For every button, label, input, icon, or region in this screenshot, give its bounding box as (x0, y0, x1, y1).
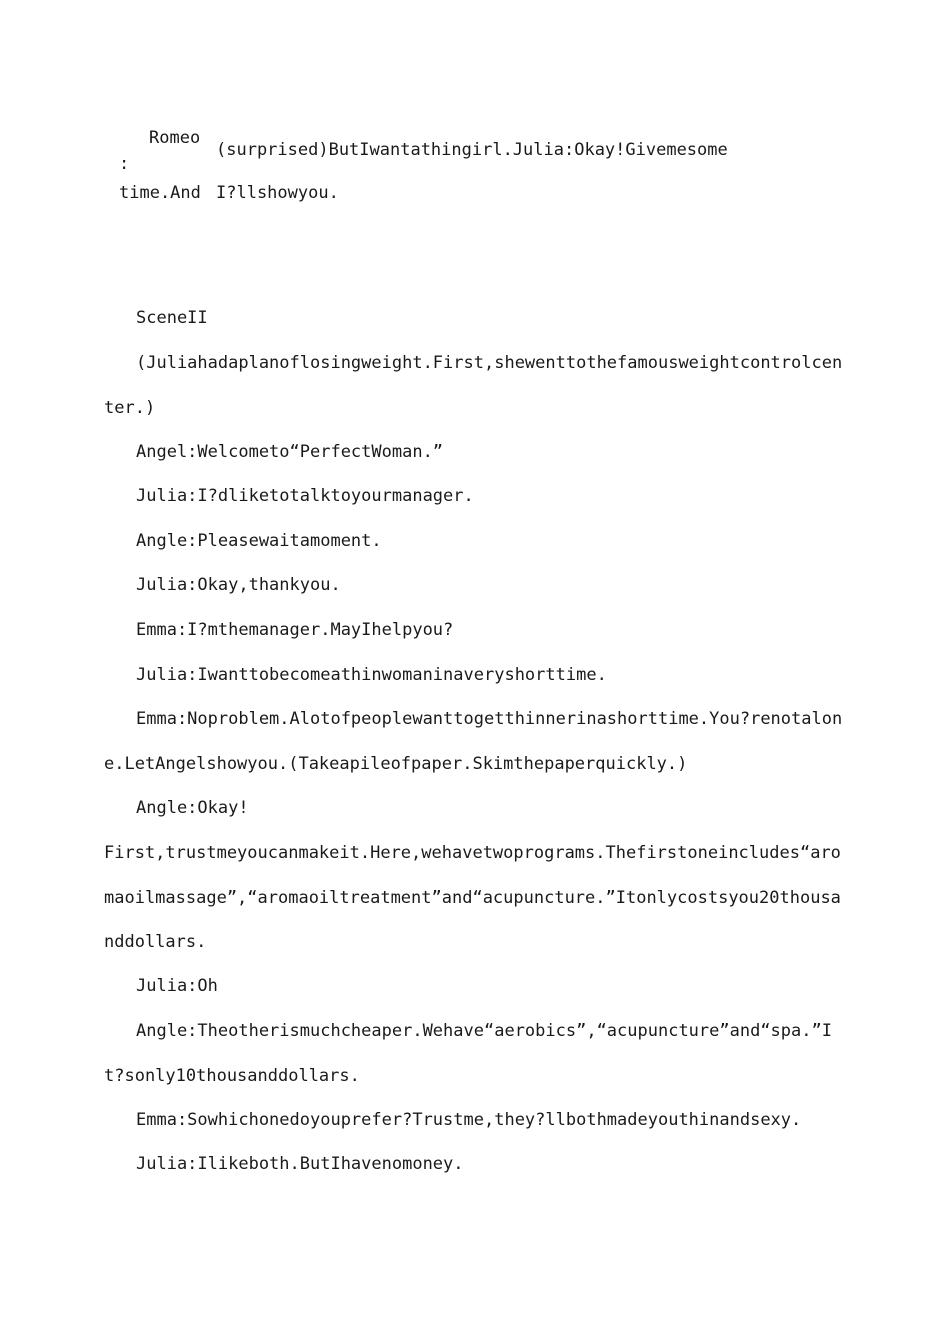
scene-heading: SceneII (136, 308, 208, 328)
dialogue-line: Julia:Okay,thankyou. (136, 575, 341, 595)
dialogue-line: Angle:Pleasewaitamoment. (136, 531, 382, 551)
dialogue-line-continuation: time.And (119, 183, 201, 203)
dialogue-line: Julia:I?dliketotalktoyourmanager. (136, 486, 474, 506)
dialogue-line: Julia:Iwanttobecomeathinwomaninaveryshorttime. (136, 665, 607, 685)
dialogue-line: Angle:Theotherismuchcheaper.Wehave“aerobics”,“acupuncture”and“spa.”It?sonly10thousanddollars. (104, 1021, 832, 1086)
speaker-colon: : (119, 154, 130, 174)
dialogue-line: Julia:Oh (136, 976, 218, 996)
dialogue-line: Julia:Ilikeboth.ButIhavenomoney. (136, 1154, 464, 1174)
stage-direction: (Juliahadaplanoflosingweight.First,shewenttothefamousweightcontrolcenter.) (104, 353, 843, 418)
dialogue-line: Angle:Okay! (136, 798, 249, 818)
dialogue-line: Emma:Sowhichonedoyouprefer?Trustme,they?llbothmadeyouthinandsexy. (136, 1110, 802, 1130)
speaker-romeo: Romeo (149, 128, 201, 148)
dialogue-line: (surprised)ButIwantathingirl.Julia:Okay!Givemesome (216, 140, 728, 160)
dialogue-line: First,trustmeyoucanmakeit.Here,wehavetwoprograms.Thefirstoneincludes“aromaoilmassage”,“aromaoiltreatment”and“acupuncture.”Itonlycostsyou20thousanddollars. (104, 843, 841, 953)
dialogue-line: Angel:Welcometo“PerfectWoman.” (136, 442, 444, 462)
dialogue-line-continuation: I?llshowyou. (216, 183, 339, 203)
dialogue-line: Emma:Noproblem.Alotofpeoplewanttogetthinnerinashorttime.You?renotalone.LetAngelshowyou.(Takeapileofpaper.Skimthepaperquickly.) (104, 709, 843, 774)
dialogue-line: Emma:I?mthemanager.MayIhelpyou? (136, 620, 454, 640)
